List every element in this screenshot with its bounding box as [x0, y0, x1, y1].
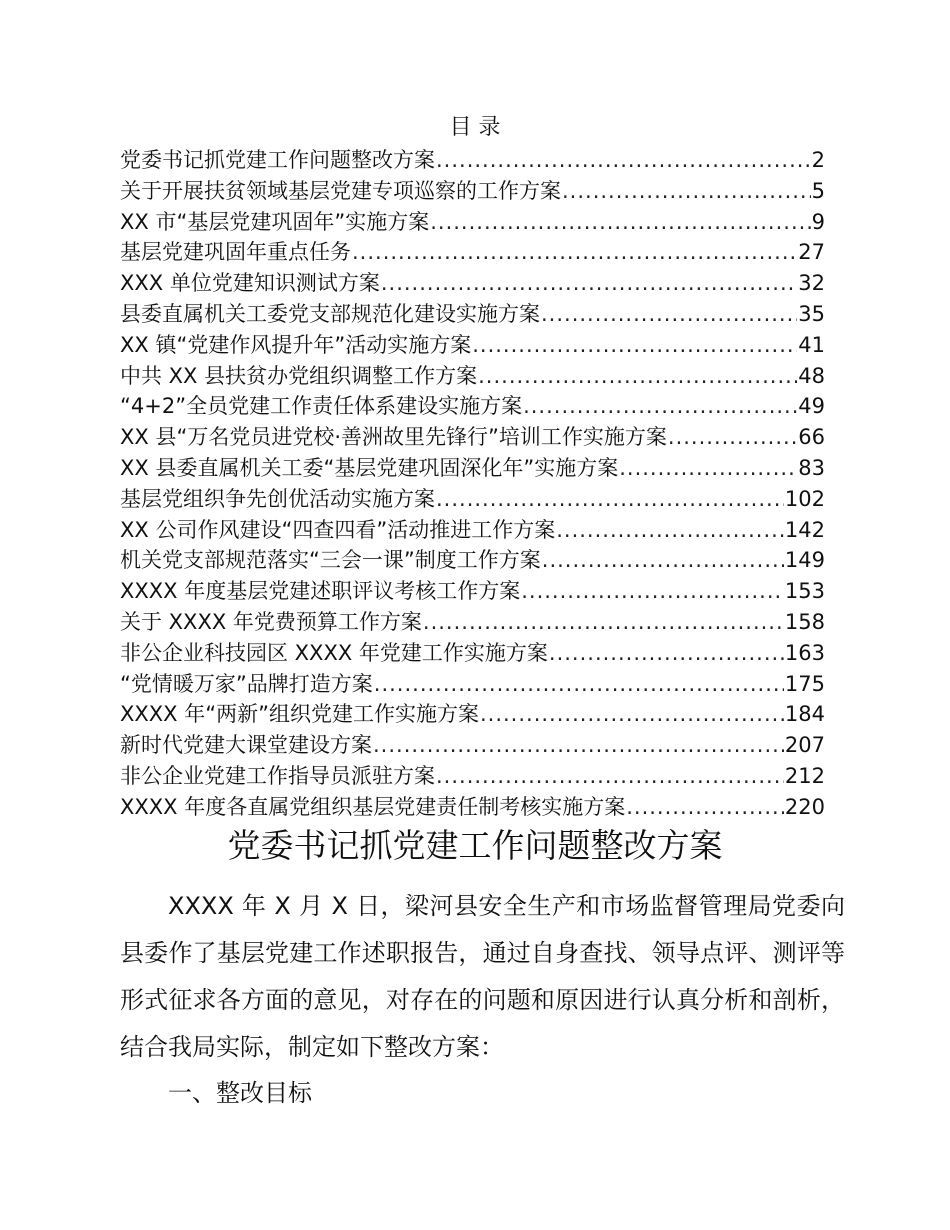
toc-entry[interactable]: [120, 730, 825, 761]
toc-entry-title: XX 镇“党建作风提升年”活动实施方案: [120, 332, 472, 357]
toc-leader-dots: [521, 576, 784, 607]
toc-leader-dots: [542, 545, 784, 576]
toc-entry[interactable]: [120, 669, 825, 700]
toc-leader-dots: [423, 607, 784, 638]
toc-entry-page: 158: [784, 609, 825, 634]
toc-entry-title: “党情暖万家”品牌打造方案: [120, 671, 373, 696]
toc-entry-page: 35: [798, 301, 825, 326]
toc-leader-dots: [668, 422, 797, 453]
toc-entry-title: 非公企业科技园区 XXXX 年党建工作实施方案: [120, 640, 548, 665]
toc-entry[interactable]: [120, 453, 825, 484]
toc-entry-title: XX 县“万名党员进党校·善洲故里先锋行”培训工作实施方案: [120, 425, 667, 450]
toc-entry-page: 163: [784, 640, 825, 665]
toc-leader-dots: [436, 145, 811, 176]
toc-entry[interactable]: [120, 515, 825, 546]
toc-leader-dots: [436, 484, 784, 515]
toc-entry[interactable]: [120, 607, 825, 638]
toc-entry-page: 142: [784, 517, 825, 542]
toc-entry-title: “4+2”全员党建工作责任体系建设实施方案: [120, 394, 523, 419]
toc-entry-page: 9: [811, 209, 825, 234]
toc-entry-page: 48: [798, 363, 825, 388]
toc-entry-page: 102: [784, 486, 825, 511]
toc-leader-dots: [626, 792, 784, 823]
document-title: 党委书记抓党建工作问题整改方案: [227, 826, 723, 865]
toc-leader-dots: [619, 453, 797, 484]
toc-entry-title: 党委书记抓党建工作问题整改方案: [120, 148, 435, 172]
toc-entry-page: 184: [784, 702, 825, 727]
section-heading: 一、整改目标: [168, 1079, 312, 1107]
toc-entry-page: 5: [811, 178, 825, 203]
toc-leader-dots: [472, 330, 797, 361]
toc-entry[interactable]: [120, 207, 825, 238]
toc-entry-page: 83: [798, 455, 825, 480]
toc-entry-title: 机关党支部规范落实“三会一课”制度工作方案: [120, 548, 541, 573]
toc-leader-dots: [541, 299, 797, 330]
toc-leader-dots: [562, 176, 811, 207]
toc-entry-title: XX 公司作风建设“四查四看”活动推进工作方案: [120, 517, 556, 542]
toc-leader-dots: [556, 515, 784, 546]
toc-entry-title: 基层党建巩固年重点任务: [120, 240, 351, 265]
toc-entry-title: XX 市“基层党建巩固年”实施方案: [120, 209, 430, 234]
toc-leader-dots: [381, 268, 797, 299]
toc-entry[interactable]: [120, 576, 825, 607]
toc-leader-dots: [436, 761, 784, 792]
toc-entry[interactable]: [120, 545, 825, 576]
toc-entry[interactable]: [120, 145, 825, 176]
toc-entry[interactable]: [120, 484, 825, 515]
table-of-contents: [120, 145, 825, 823]
toc-entry-page: 212: [784, 763, 825, 788]
toc-entry-title: 县委直属机关工委党支部规范化建设实施方案: [120, 301, 540, 326]
toc-entry-page: 207: [784, 733, 825, 758]
toc-entry-page: 220: [784, 794, 825, 819]
toc-entry[interactable]: [120, 422, 825, 453]
toc-entry[interactable]: [120, 761, 825, 792]
toc-entry[interactable]: [120, 699, 825, 730]
document-body: [120, 883, 845, 1071]
toc-entry-title: XXXX 年度各直属党组织基层党建责任制考核实施方案: [120, 794, 626, 819]
toc-leader-dots: [374, 669, 784, 700]
toc-entry-title: 中共 XX 县扶贫办党组织调整工作方案: [120, 363, 478, 388]
toc-entry-page: 49: [798, 394, 825, 419]
toc-entry-page: 2: [811, 148, 825, 172]
toc-entry-title: XX 县委直属机关工委“基层党建巩固深化年”实施方案: [120, 455, 619, 480]
toc-entry-title: XXX 单位党建知识测试方案: [120, 271, 380, 296]
toc-leader-dots: [549, 638, 784, 669]
toc-leader-dots: [478, 361, 797, 392]
toc-entry[interactable]: [120, 361, 825, 392]
toc-entry[interactable]: [120, 299, 825, 330]
toc-entry[interactable]: [120, 391, 825, 422]
toc-entry-title: XXXX 年“两新”组织党建工作实施方案: [120, 702, 479, 727]
toc-entry-title: 新时代党建大课堂建设方案: [120, 733, 372, 758]
toc-entry-title: 基层党组织争先创优活动实施方案: [120, 486, 435, 511]
toc-entry-page: 149: [784, 548, 825, 573]
toc-entry-title: 关于 XXXX 年党费预算工作方案: [120, 609, 422, 634]
toc-leader-dots: [480, 699, 784, 730]
toc-leader-dots: [373, 730, 784, 761]
toc-entry[interactable]: [120, 638, 825, 669]
toc-title: 目 录: [449, 115, 501, 140]
toc-entry[interactable]: [120, 330, 825, 361]
toc-entry-page: 175: [784, 671, 825, 696]
toc-entry-page: 27: [798, 240, 825, 265]
toc-entry[interactable]: [120, 176, 825, 207]
toc-entry-title: XXXX 年度基层党建述职评议考核工作方案: [120, 579, 521, 604]
toc-entry-page: 41: [798, 332, 825, 357]
body-paragraph: XXXX 年 X 月 X 日，梁河县安全生产和市场监督管理局党委向县委作了基层党建工作述职报告，通过自身查找、领导点评、测评等形式征求各方面的意见，对存在的问题和原因进行认真分析和剖析，结合我局实际，制定如下整改方案：: [120, 892, 845, 1061]
toc-entry[interactable]: [120, 237, 825, 268]
toc-entry-title: 关于开展扶贫领域基层党建专项巡察的工作方案: [120, 178, 561, 203]
toc-leader-dots: [352, 237, 797, 268]
toc-leader-dots: [430, 207, 810, 238]
toc-entry[interactable]: [120, 792, 825, 823]
toc-leader-dots: [523, 391, 797, 422]
toc-entry[interactable]: [120, 268, 825, 299]
toc-entry-page: 153: [784, 579, 825, 604]
toc-entry-page: 32: [798, 271, 825, 296]
toc-entry-title: 非公企业党建工作指导员派驻方案: [120, 763, 435, 788]
toc-entry-page: 66: [798, 425, 825, 450]
